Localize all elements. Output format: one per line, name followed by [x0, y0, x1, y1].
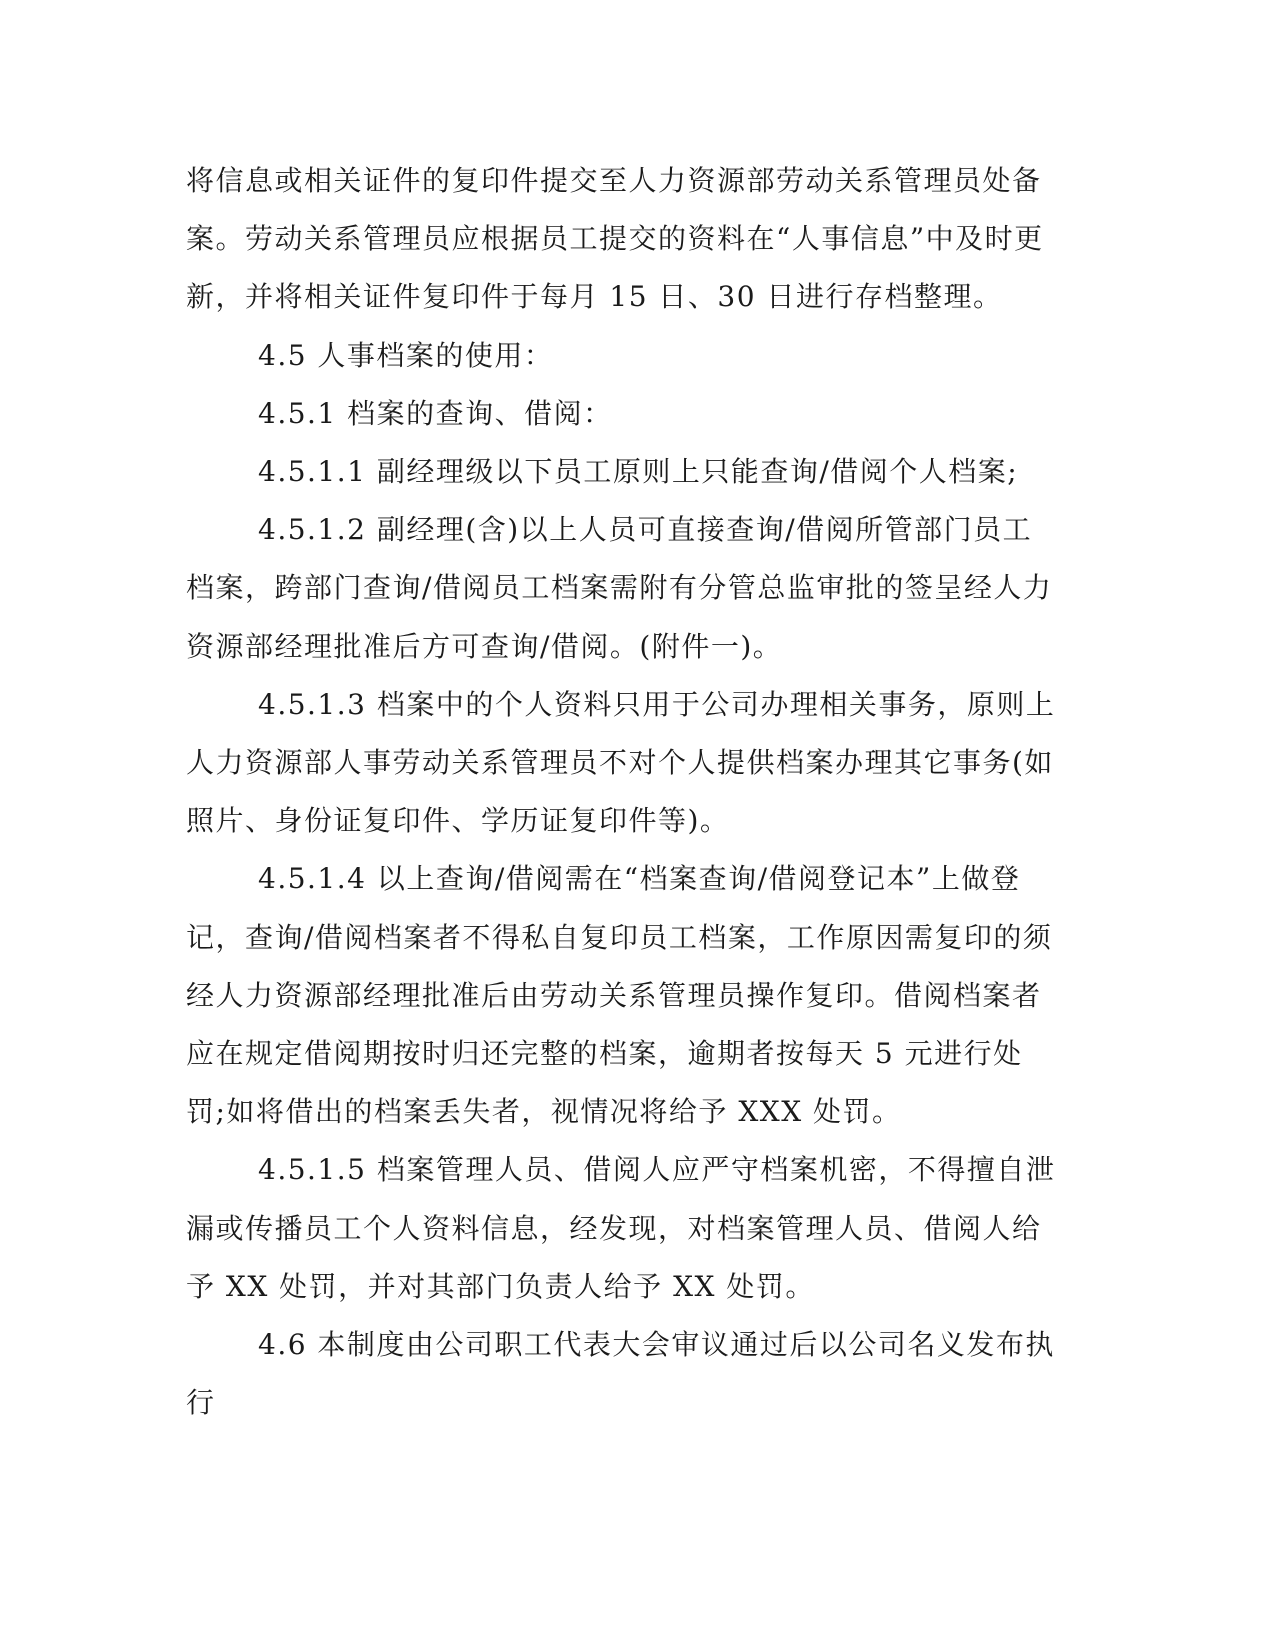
paragraph-4-5-1-4: 4.5.1.4 以上查询/借阅需在“档案查询/借阅登记本”上做登记，查询/借阅档案者不得私自复印员工档案，工作原因需复印的须经人力资源部经理批准后由劳动关系管理员操作复印。借阅档案者应在规定借阅期按时归还完整的档案，逾期者按每天 5 元进行处罚;如将借出的档案丢失者，视情况将给予 XXX 处罚。: [186, 862, 1053, 1129]
paragraph-4-5-1-3: 4.5.1.3 档案中的个人资料只用于公司办理相关事务，原则上人力资源部人事劳动关系管理员不对个人提供档案办理其它事务(如照片、身份证复印件、学历证复印件等)。: [186, 687, 1056, 838]
paragraph-4-6: 4.6 本制度由公司职工代表大会审议通过后以公司名义发布执行: [186, 1328, 1055, 1420]
heading-4-5: 4.5 人事档案的使用：: [258, 338, 554, 372]
heading-4-5-1: 4.5.1 档案的查询、借阅：: [258, 396, 613, 430]
paragraph-4-5-1-5: 4.5.1.5 档案管理人员、借阅人应严守档案机密，不得擅自泄漏或传播员工个人资料信息，经发现，对档案管理人员、借阅人给予 XX 处罚，并对其部门负责人给予 XX 处罚。: [186, 1153, 1056, 1303]
paragraph-archive-filing: 将信息或相关证件的复印件提交至人力资源部劳动关系管理员处备案。劳动关系管理员应根据员工提交的资料在“人事信息”中及时更新，并将相关证件复印件于每月 15 日、30 日进行存档整理。: [186, 164, 1044, 314]
document-body: [186, 152, 1056, 1432]
paragraph-4-5-1-2: 4.5.1.2 副经理(含)以上人员可直接查询/借阅所管部门员工档案，跨部门查询/借阅员工档案需附有分管总监审批的签呈经人力资源部经理批准后方可查询/借阅。(附件一)。: [186, 513, 1053, 663]
paragraph-4-5-1-1: 4.5.1.1 副经理级以下员工原则上只能查询/借阅个人档案;: [258, 455, 1019, 489]
